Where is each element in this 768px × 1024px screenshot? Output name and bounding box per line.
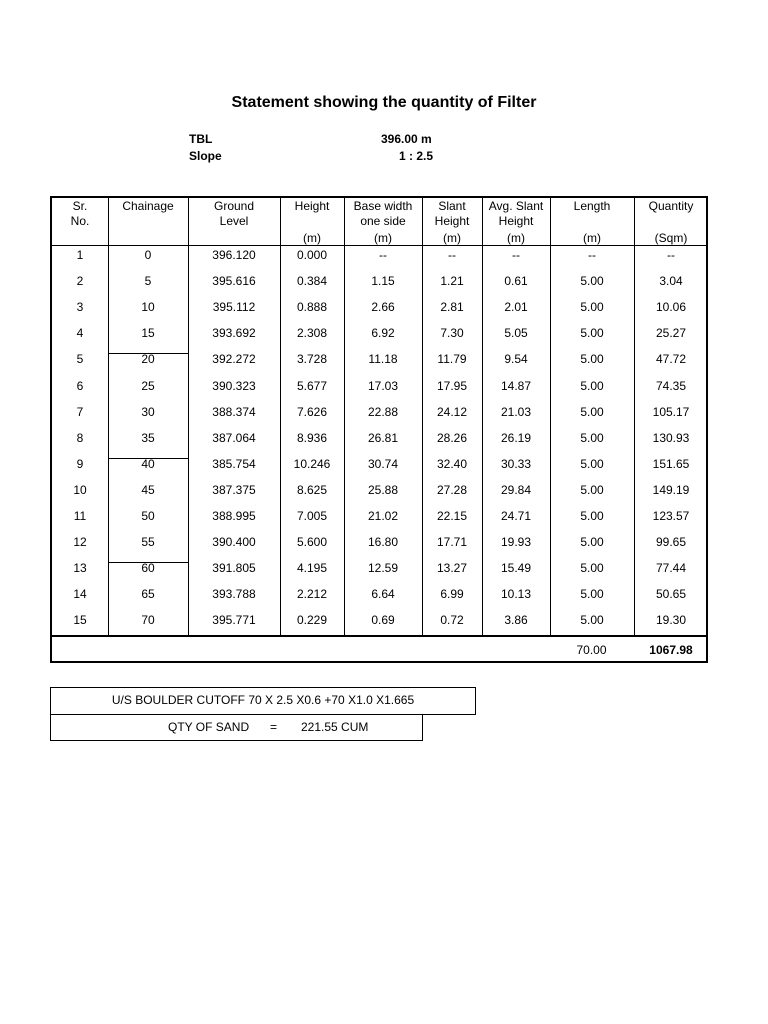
table-cell: 22.88 <box>367 404 399 419</box>
table-cell: 5 <box>144 274 152 289</box>
table-cell: 3.728 <box>296 352 328 367</box>
column-header-text: Quantity <box>648 199 694 213</box>
table-cell: 25.88 <box>367 482 399 497</box>
table-cell: 0.61 <box>504 274 528 289</box>
table-cell: 99.65 <box>655 535 687 550</box>
table-cell: 390.323 <box>212 378 256 393</box>
table-cell: 25 <box>141 378 155 393</box>
table-cell: 0.229 <box>296 613 328 628</box>
slope-label: Slope <box>189 149 222 163</box>
table-cell: 15.49 <box>500 561 532 576</box>
table-cell: 8 <box>76 430 84 445</box>
table-cell: 130.93 <box>652 430 690 445</box>
column-header <box>344 198 422 245</box>
table-cell: 30.74 <box>367 456 399 471</box>
table-cell: 74.35 <box>655 378 687 393</box>
table-cell: 11.18 <box>368 352 398 367</box>
table-cell: 5.00 <box>580 274 604 289</box>
table-cell: 392.272 <box>212 352 256 367</box>
table-cell: 5.00 <box>580 535 604 550</box>
table-cell: 5.00 <box>580 561 604 576</box>
table-cell: 6.64 <box>371 587 395 602</box>
sand-equals: = <box>270 720 278 734</box>
table-cell: 10 <box>73 482 87 497</box>
table-cell: 0.384 <box>296 274 328 289</box>
table-cell: 385.754 <box>212 456 256 471</box>
table-cell: -- <box>588 248 596 262</box>
table-row <box>52 506 706 526</box>
column-header-text: Avg. Slant <box>488 199 544 213</box>
table-cell: 9.54 <box>504 352 528 367</box>
table-cell: 14 <box>73 587 87 602</box>
table-cell: 3.86 <box>504 613 528 628</box>
table-cell: 29.84 <box>500 482 532 497</box>
table-cell: 5.677 <box>296 378 328 393</box>
table-cell: 2.308 <box>296 326 328 341</box>
table-cell: 2.01 <box>504 300 528 315</box>
table-cell: 0.888 <box>296 300 328 315</box>
table-cell: 21.03 <box>500 404 532 419</box>
table-cell: 65 <box>141 587 155 602</box>
table-cell: -- <box>667 248 675 262</box>
table-row <box>52 323 706 343</box>
table-cell: -- <box>379 248 387 262</box>
table-cell: 5.00 <box>580 300 604 315</box>
table-cell: 4.195 <box>296 561 328 576</box>
table-cell: 123.57 <box>652 509 690 523</box>
table-cell: 11.79 <box>437 352 467 367</box>
table-row <box>52 428 706 448</box>
table-cell: 149.19 <box>652 482 690 497</box>
table-cell: 15 <box>141 326 155 341</box>
table-cell: 10.13 <box>500 587 532 602</box>
table-cell: 5.00 <box>580 404 604 419</box>
table-cell: 2 <box>76 274 84 289</box>
table-cell: 105.17 <box>652 404 690 419</box>
table-cell: 30.33 <box>500 456 532 471</box>
column-header-text: one side <box>360 214 406 228</box>
column-header-text: Height <box>294 199 330 213</box>
table-cell: 2.212 <box>296 587 328 602</box>
table-cell: 5.05 <box>504 326 528 341</box>
table-cell: 6.99 <box>440 587 464 602</box>
table-cell: 8.936 <box>296 430 328 445</box>
column-header <box>550 198 634 245</box>
table-cell: 5 <box>76 352 84 367</box>
sand-quantity-box <box>50 714 423 741</box>
table-cell: -- <box>512 248 520 262</box>
column-header <box>52 198 108 245</box>
table-cell: 11 <box>73 509 87 523</box>
table-cell: 32.40 <box>436 456 468 471</box>
table-cell: 17.03 <box>367 378 399 393</box>
column-header-text: Chainage <box>122 199 174 213</box>
table-cell: 388.995 <box>212 509 256 523</box>
table-cell: 9 <box>76 456 84 471</box>
table-cell: 19.93 <box>500 535 532 550</box>
table-cell: 13 <box>73 561 87 576</box>
table-cell: 5.00 <box>580 456 604 471</box>
boulder-cutoff-box <box>50 687 476 715</box>
table-cell: 395.112 <box>212 300 256 315</box>
table-cell: 47.72 <box>655 352 687 367</box>
table-cell: 10 <box>141 300 155 315</box>
table-row <box>52 349 706 369</box>
table-cell: 5.00 <box>580 430 604 445</box>
table-cell: 7.005 <box>296 509 328 523</box>
table-cell: 6 <box>76 378 84 393</box>
sand-label: QTY OF SAND <box>168 720 250 734</box>
table-cell: 0.000 <box>296 248 328 262</box>
table-cell: -- <box>448 248 456 262</box>
table-row <box>52 532 706 552</box>
table-cell: 5.00 <box>580 482 604 497</box>
column-header-unit: (m) <box>303 231 321 245</box>
table-cell: 7.626 <box>296 404 328 419</box>
total-separator <box>52 635 706 637</box>
column-header <box>482 198 550 245</box>
total-length: 70.00 <box>576 643 607 657</box>
column-header-text: No. <box>70 214 90 228</box>
table-cell: 20 <box>141 352 155 367</box>
table-cell: 16.80 <box>367 535 399 550</box>
table-row <box>52 610 706 630</box>
table-cell: 22.15 <box>436 509 468 523</box>
table-cell: 7 <box>76 404 84 419</box>
filter-quantity-table <box>50 196 708 663</box>
column-header-text: Height <box>434 214 470 228</box>
column-header-text: Ground <box>213 199 255 213</box>
table-cell: 55 <box>141 535 155 550</box>
table-cell: 390.400 <box>212 535 256 550</box>
table-cell: 77.44 <box>655 561 687 576</box>
table-cell: 35 <box>141 430 155 445</box>
table-cell: 5.600 <box>296 535 328 550</box>
table-cell: 0 <box>144 248 152 262</box>
table-cell: 2.66 <box>371 300 395 315</box>
table-row <box>52 480 706 500</box>
table-cell: 3 <box>76 300 84 315</box>
table-cell: 5.00 <box>580 587 604 602</box>
table-row <box>52 376 706 396</box>
table-cell: 40 <box>141 456 155 471</box>
table-cell: 5.00 <box>580 326 604 341</box>
boulder-cutoff-text: U/S BOULDER CUTOFF 70 X 2.5 X0.6 +70 X1.0 X1.665 <box>111 693 415 707</box>
table-cell: 5.00 <box>580 509 604 523</box>
table-cell: 28.26 <box>436 430 468 445</box>
table-cell: 393.692 <box>212 326 256 341</box>
table-cell: 1.21 <box>440 274 464 289</box>
table-cell: 27.28 <box>436 482 468 497</box>
table-cell: 387.064 <box>212 430 256 445</box>
column-header-text: Length <box>573 199 611 213</box>
table-row <box>52 402 706 422</box>
sand-value: 221.55 CUM <box>301 720 369 734</box>
column-header <box>634 198 708 245</box>
table-cell: 19.30 <box>655 613 687 628</box>
table-cell: 13.27 <box>436 561 468 576</box>
table-row <box>52 271 706 291</box>
table-cell: 45 <box>141 482 155 497</box>
column-header-unit: (m) <box>507 231 525 245</box>
table-cell: 5.00 <box>580 378 604 393</box>
table-cell: 5.00 <box>580 352 604 367</box>
table-cell: 21.02 <box>367 509 399 523</box>
table-cell: 17.71 <box>436 535 468 550</box>
table-cell: 393.788 <box>212 587 256 602</box>
column-header <box>280 198 344 245</box>
column-header-text: Height <box>498 214 534 228</box>
table-row <box>52 454 706 474</box>
table-cell: 24.12 <box>436 404 468 419</box>
column-header <box>422 198 482 245</box>
table-row <box>52 584 706 604</box>
column-header <box>108 198 188 245</box>
column-header-text: Level <box>219 214 249 228</box>
table-cell: 24.71 <box>500 509 532 523</box>
table-cell: 4 <box>76 326 84 341</box>
table-cell: 50 <box>141 509 155 523</box>
table-cell: 391.805 <box>212 561 256 576</box>
table-cell: 26.81 <box>367 430 399 445</box>
table-cell: 388.374 <box>212 404 256 419</box>
table-row <box>52 245 706 265</box>
table-cell: 10.06 <box>655 300 687 315</box>
table-cell: 8.625 <box>296 482 328 497</box>
table-cell: 12.59 <box>367 561 399 576</box>
table-cell: 6.92 <box>371 326 395 341</box>
table-cell: 17.95 <box>436 378 468 393</box>
table-cell: 395.771 <box>212 613 256 628</box>
table-cell: 1 <box>76 248 84 262</box>
table-cell: 387.375 <box>212 482 256 497</box>
column-header <box>188 198 280 245</box>
column-header-text: Sr. <box>72 199 88 213</box>
table-cell: 12 <box>73 535 87 550</box>
table-cell: 14.87 <box>500 378 532 393</box>
table-cell: 70 <box>141 613 155 628</box>
table-cell: 1.15 <box>371 274 395 289</box>
table-cell: 7.30 <box>440 326 464 341</box>
table-cell: 26.19 <box>500 430 532 445</box>
slope-value: 1 : 2.5 <box>399 149 434 163</box>
column-header-unit: (m) <box>443 231 461 245</box>
table-cell: 395.616 <box>212 274 256 289</box>
column-header-unit: (m) <box>583 231 601 245</box>
table-cell: 396.120 <box>212 248 256 262</box>
table-cell: 3.04 <box>659 274 683 289</box>
table-cell: 10.246 <box>293 456 331 471</box>
table-cell: 25.27 <box>655 326 687 341</box>
table-cell: 0.69 <box>371 613 395 628</box>
column-header-unit: (Sqm) <box>654 231 688 245</box>
table-cell: 50.65 <box>655 587 687 602</box>
table-cell: 5.00 <box>580 613 604 628</box>
table-row <box>52 297 706 317</box>
table-cell: 60 <box>141 561 155 576</box>
page-title: Statement showing the quantity of Filter <box>231 94 537 111</box>
table-cell: 2.81 <box>440 300 464 315</box>
tbl-label: TBL <box>189 132 213 146</box>
table-cell: 151.65 <box>652 456 690 471</box>
total-row <box>52 638 706 662</box>
column-header-text: Base width <box>353 199 413 213</box>
table-cell: 15 <box>73 613 87 628</box>
table-row <box>52 558 706 578</box>
tbl-value: 396.00 m <box>381 132 432 146</box>
column-header-unit: (m) <box>374 231 392 245</box>
column-header-text: Slant <box>438 199 466 213</box>
table-cell: 30 <box>141 404 155 419</box>
total-quantity: 1067.98 <box>649 643 693 657</box>
table-cell: 0.72 <box>440 613 464 628</box>
